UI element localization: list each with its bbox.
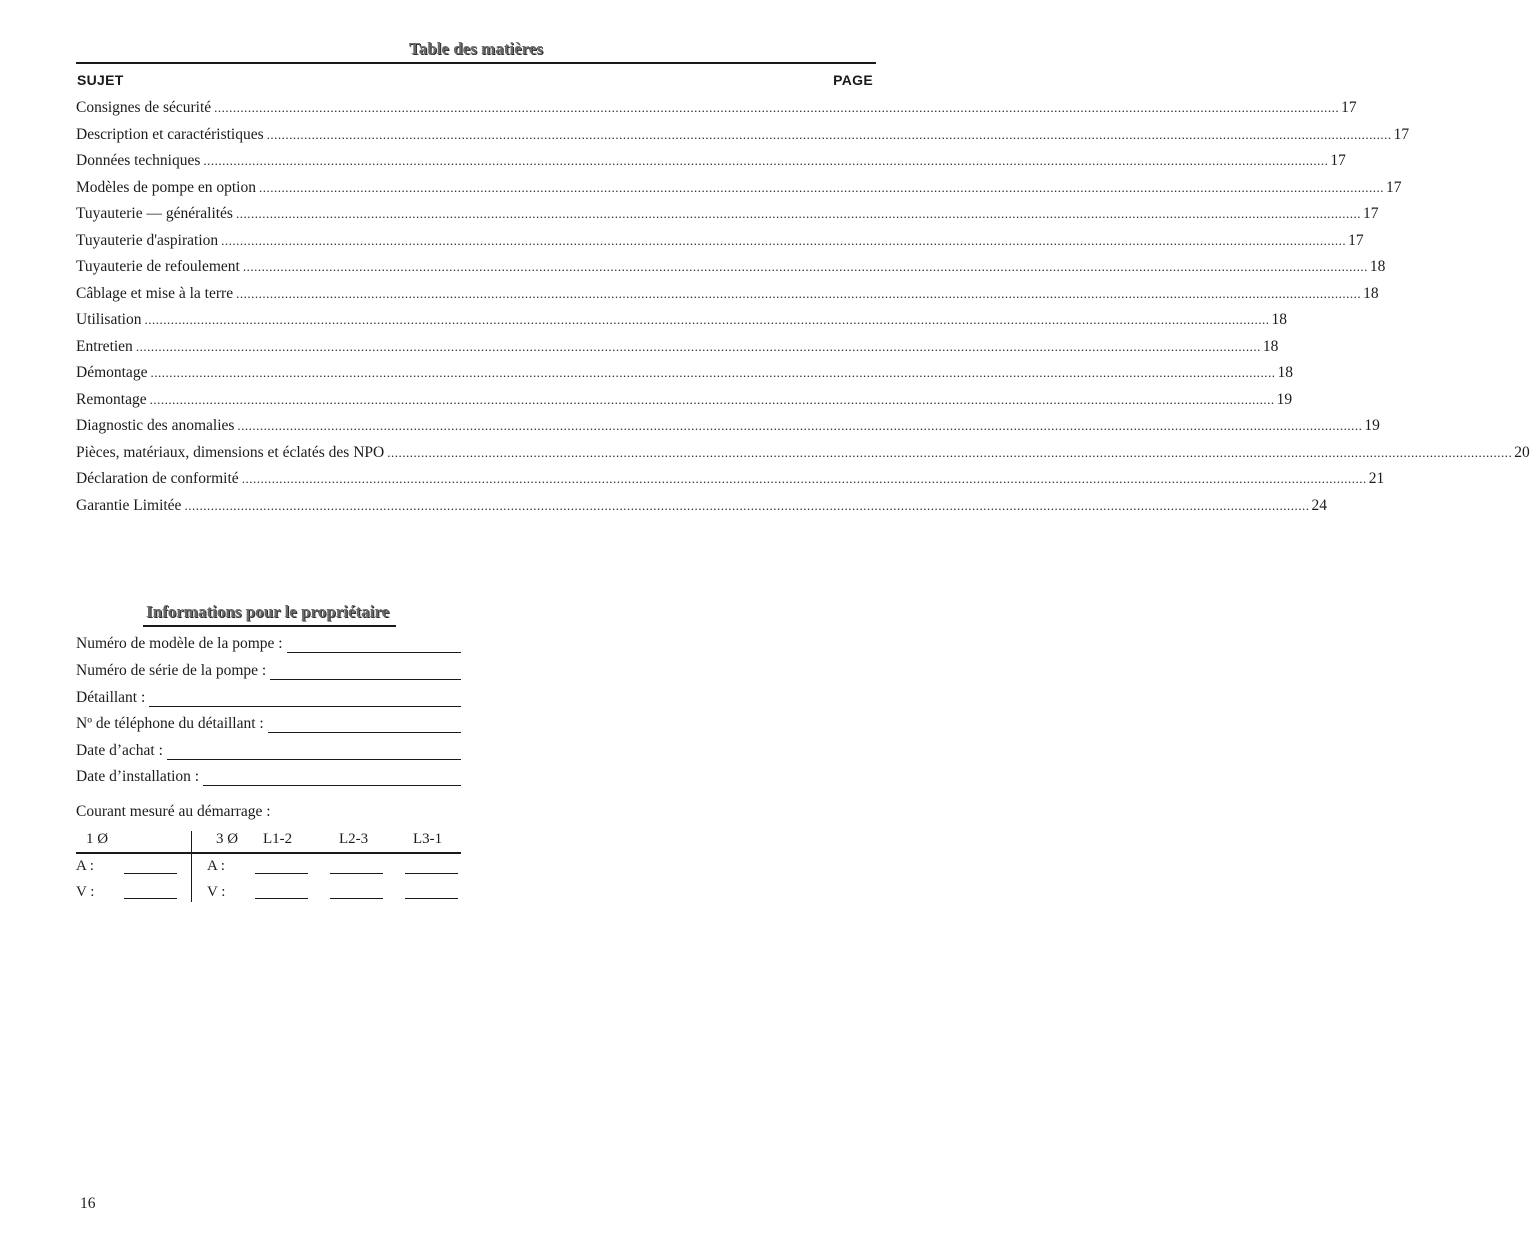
- toc-entry: [76, 311, 1287, 338]
- toc-leader: ............................................................................................................................................................................................................................................................................................................: [149, 391, 1275, 407]
- toc-entry-label: Remontage: [76, 390, 147, 408]
- toc-entry-page: 24: [1311, 496, 1327, 514]
- dealer-phone-label: Nº de téléphone du détaillant :: [76, 715, 264, 732]
- toc-entry-label: Démontage: [76, 364, 148, 381]
- toc-entry-page: 20: [1514, 443, 1530, 461]
- owner-info-title: Informations pour le propriétaire: [146, 602, 390, 621]
- toc-leader: ............................................................................................................................................................................................................................................................................................................: [266, 126, 1392, 142]
- toc-entry: [76, 152, 1346, 179]
- model-number-blank[interactable]: [287, 637, 461, 653]
- model-number-label: Numéro de modèle de la pompe :: [76, 635, 283, 652]
- dealer-label: Détaillant :: [76, 689, 146, 706]
- current-table-rule: [76, 852, 461, 854]
- toc-entry-page: 18: [1369, 258, 1386, 275]
- toc-entry-label: Tuyauterie de refoulement: [76, 258, 240, 275]
- single-phase-header: 1 Ø: [86, 831, 109, 847]
- three-phase-header: 3 Ø: [216, 831, 239, 847]
- l1-2-amps-blank[interactable]: [255, 873, 308, 874]
- owner-info-title-rule: [143, 625, 396, 627]
- l3-1-volts-blank[interactable]: [405, 898, 458, 899]
- toc-leader: ............................................................................................................................................................................................................................................................................................................: [237, 418, 1363, 433]
- dealer-field: [76, 687, 461, 707]
- toc-entry-label: Entretien: [76, 337, 133, 355]
- toc-entry-label: Câblage et mise à la terre: [76, 284, 234, 302]
- toc-entry: [76, 205, 1379, 232]
- serial-number-label: Numéro de série de la pompe :: [76, 662, 267, 679]
- install-date-label: Date d’installation :: [76, 768, 200, 785]
- toc-entry-page: 17: [1341, 99, 1357, 116]
- toc-list: [76, 99, 1530, 523]
- toc-entry: [76, 178, 1402, 206]
- serial-number-blank[interactable]: [270, 664, 461, 680]
- toc-leader: ............................................................................................................................................................................................................................................................................................................: [144, 312, 1270, 327]
- toc-leader: ............................................................................................................................................................................................................................................................................................................: [387, 444, 1513, 460]
- l2-3-amps-blank[interactable]: [330, 873, 383, 874]
- toc-entry-page: 17: [1330, 152, 1346, 169]
- toc-entry-label: Garantie Limitée: [76, 496, 182, 514]
- toc-entry-label: Utilisation: [76, 311, 142, 328]
- page-column-header: PAGE: [833, 72, 873, 88]
- three-phase-volts-label: V :: [207, 884, 226, 900]
- toc-entry-page: 21: [1368, 470, 1385, 487]
- l3-1-header: L3-1: [413, 831, 443, 847]
- toc-entry: [76, 443, 1530, 471]
- toc-title-rule: [76, 62, 876, 64]
- toc-entry-label: Tuyauterie — généralités: [76, 205, 233, 222]
- model-number-field: [76, 633, 461, 653]
- toc-entry-label: Pièces, matériaux, dimensions et éclatés des NPO: [76, 443, 385, 461]
- l2-3-volts-blank[interactable]: [330, 898, 383, 899]
- toc-entry: [76, 496, 1327, 524]
- purchase-date-label: Date d’achat :: [76, 742, 163, 759]
- toc-leader: ............................................................................................................................................................................................................................................................................................................: [235, 206, 1361, 221]
- install-date-field: [76, 766, 461, 786]
- toc-entry: [76, 125, 1410, 153]
- toc-entry: [76, 364, 1293, 391]
- toc-entry-page: 19: [1276, 390, 1293, 408]
- toc-entry-label: Déclaration de conformité: [76, 470, 239, 487]
- toc-entry-page: 17: [1348, 231, 1364, 249]
- serial-number-field: [76, 660, 461, 680]
- toc-entry-label: Consignes de sécurité: [76, 99, 212, 116]
- toc-entry-label: Description et caractéristiques: [76, 125, 264, 143]
- dealer-blank[interactable]: [149, 691, 461, 707]
- toc-entry-label: Données techniques: [76, 152, 201, 169]
- toc-entry: [76, 470, 1385, 497]
- toc-entry: [76, 337, 1279, 365]
- l1-2-header: L1-2: [263, 831, 293, 847]
- toc-entry-label: Modèles de pompe en option: [76, 178, 256, 196]
- toc-leader: ............................................................................................................................................................................................................................................................................................................: [135, 338, 1261, 354]
- toc-entry-page: 18: [1262, 337, 1279, 355]
- page-number: 16: [80, 1195, 96, 1212]
- install-date-blank[interactable]: [203, 770, 461, 786]
- three-phase-amps-label: A :: [207, 858, 225, 874]
- starting-current-label: Courant mesuré au démarrage :: [76, 803, 271, 820]
- toc-leader: ............................................................................................................................................................................................................................................................................................................: [214, 100, 1340, 115]
- toc-entry: [76, 99, 1357, 126]
- toc-entry: [76, 258, 1386, 285]
- purchase-date-field: [76, 740, 461, 760]
- purchase-date-blank[interactable]: [167, 744, 461, 760]
- l3-1-amps-blank[interactable]: [405, 873, 458, 874]
- toc-title: Table des matières: [408, 39, 544, 58]
- l2-3-header: L2-3: [339, 831, 369, 847]
- toc-leader: ............................................................................................................................................................................................................................................................................................................: [241, 471, 1367, 486]
- phase-divider: [191, 831, 192, 902]
- single-phase-amps-label: A :: [76, 858, 94, 874]
- toc-leader: ............................................................................................................................................................................................................................................................................................................: [203, 153, 1329, 168]
- toc-entry: [76, 231, 1364, 259]
- toc-leader: ............................................................................................................................................................................................................................................................................................................: [184, 497, 1310, 513]
- single-phase-volts-blank[interactable]: [124, 898, 177, 899]
- toc-leader: ............................................................................................................................................................................................................................................................................................................: [258, 179, 1384, 195]
- toc-entry-page: 17: [1385, 178, 1402, 196]
- toc-entry: [76, 417, 1380, 444]
- toc-entry-page: 19: [1364, 417, 1380, 434]
- toc-entry-page: 18: [1271, 311, 1287, 328]
- toc-entry-page: 17: [1362, 205, 1379, 222]
- single-phase-amps-blank[interactable]: [124, 873, 177, 874]
- toc-leader: ............................................................................................................................................................................................................................................................................................................: [242, 259, 1368, 274]
- toc-leader: ............................................................................................................................................................................................................................................................................................................: [221, 232, 1347, 248]
- dealer-phone-field: [76, 713, 461, 733]
- toc-entry: [76, 390, 1293, 418]
- toc-entry-page: 18: [1277, 364, 1293, 381]
- dealer-phone-blank[interactable]: [268, 717, 461, 733]
- toc-leader: ............................................................................................................................................................................................................................................................................................................: [150, 365, 1276, 380]
- l1-2-volts-blank[interactable]: [255, 898, 308, 899]
- toc-entry-page: 18: [1363, 284, 1379, 302]
- toc-leader: ............................................................................................................................................................................................................................................................................................................: [236, 285, 1362, 301]
- toc-entry-label: Tuyauterie d'aspiration: [76, 231, 219, 249]
- single-phase-volts-label: V :: [76, 884, 95, 900]
- subject-column-header: SUJET: [77, 72, 124, 88]
- toc-entry: [76, 284, 1379, 312]
- toc-entry-label: Diagnostic des anomalies: [76, 417, 235, 434]
- toc-entry-page: 17: [1393, 125, 1410, 143]
